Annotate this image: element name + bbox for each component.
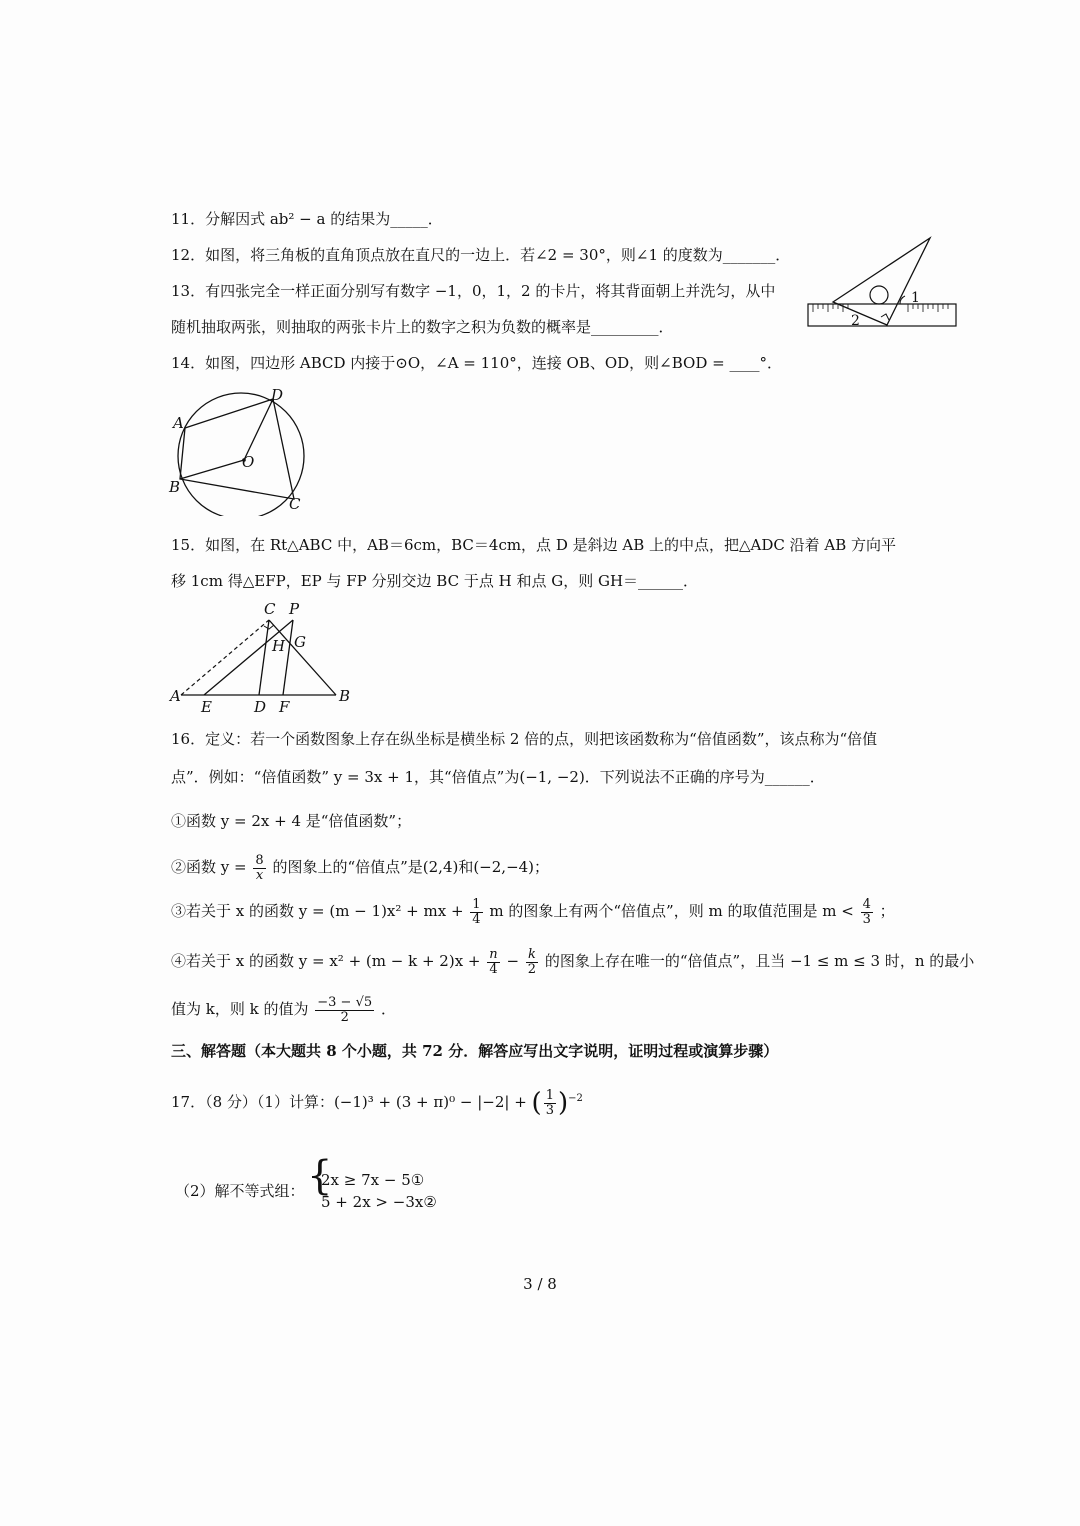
question-15-line2: 移 1cm 得△EFP，EP 与 FP 分别交边 BC 于点 H 和点 G，则 GH＝______． (171, 572, 699, 590)
set-square-hole (870, 286, 888, 304)
label-B: B (169, 478, 181, 496)
question-16-statement-4-cont: 值为 k，则 k 的值为 $\frac{-3 - √5}{2}$ ． (171, 994, 396, 1025)
segment-cd (259, 620, 269, 695)
quadrilateral-abcd (180, 399, 294, 499)
fraction-k-over-2: $\frac{k}{2}$ (527, 946, 537, 977)
fraction-1-over-3: $\frac{1}{3}$ (545, 1087, 554, 1118)
brace: { (307, 1153, 333, 1199)
page-number: 3 / 8 (523, 1275, 557, 1293)
label-P: P (289, 600, 300, 618)
question-16-line1: 16．定义：若一个函数图象上存在纵坐标是横坐标 2 倍的点，则把该函数称为“倍值函数”，该点称为“倍值 (171, 730, 878, 748)
question-13-line1: 13．有四张完全一样正面分别写有数字 −1，0，1，2 的卡片，将其背面朝上并洗匀，从中 (171, 282, 776, 300)
label-A: A (173, 414, 184, 432)
question-11: 11．分解因式 ab² − a 的结果为_____． (171, 210, 443, 228)
fraction-8-over-x: $\frac{8}{x}$ (255, 852, 264, 883)
fraction-1-over-4: $\frac{1}{4}$ (472, 896, 481, 927)
inequality-2: 5 + 2x > −3x② (321, 1193, 437, 1211)
label-D: D (254, 698, 267, 716)
question-16-statement-3: ③若关于 x 的函数 y = (m − 1)x² + mx + $\frac{1}{4}$ m 的图象上有两个“倍值点”，则 m 的取值范围是 m < $\frac{4}{3}$ ； (171, 896, 895, 927)
label-H: H (272, 637, 286, 655)
label-F: F (279, 698, 290, 716)
label-D: D (271, 386, 284, 404)
label-E: E (201, 698, 212, 716)
label-B: B (339, 687, 351, 705)
fraction-n-over-4: $\frac{n}{4}$ (489, 946, 498, 977)
right-angle-c (264, 625, 274, 629)
label-C: C (289, 495, 301, 513)
question-16-statement-4: ④若关于 x 的函数 y = x² + (m − k + 2)x + $\frac{n}{4}$ − $\frac{k}{2}$ 的图象上存在唯一的“倍值点”，且当 −1 ≤ m ≤ 3 时，n 的最小 (171, 946, 975, 977)
question-16-line2: 点”．例如：“倍值函数” y = 3x + 1，其“倍值点”为(−1, −2)．下列说法不正确的序号为______． (171, 768, 825, 786)
segment-ep (204, 620, 293, 695)
label-O: O (242, 453, 255, 471)
inequality-1: 2x ≥ 7x − 5① (321, 1171, 425, 1189)
question-12: 12．如图，将三角板的直角顶点放在直尺的一边上．若∠2 = 30°，则∠1 的度数为_______． (171, 246, 791, 264)
question-16-statement-1: ①函数 y = 2x + 4 是“倍值函数”； (171, 812, 412, 830)
fraction-answer: $\frac{-3 - √5}{2}$ (317, 994, 373, 1025)
ruler-triangle-figure (805, 232, 960, 330)
segment-pf (283, 620, 293, 695)
label-A: A (170, 687, 181, 705)
question-14: 14．如图，四边形 ABCD 内接于⊙O，∠A = 110°，连接 OB、OD，则∠BOD = ____°． (171, 354, 782, 372)
question-15-line1: 15．如图，在 Rt△ABC 中，AB＝6cm，BC＝4cm，点 D 是斜边 AB 上的中点，把△ADC 沿着 AB 方向平 (171, 536, 897, 554)
set-square (833, 238, 930, 325)
segment-ob (180, 460, 244, 479)
segment-ac-dashed (181, 620, 269, 695)
segment-od (244, 399, 273, 460)
circle-quadrilateral-figure (168, 386, 313, 516)
ruler-ticks (813, 304, 948, 312)
fraction-4-over-3: $\frac{4}{3}$ (862, 896, 871, 927)
section-3-heading: 三、解答题（本大题共 8 个小题，共 72 分．解答应写出文字说明，证明过程或演算步骤） (171, 1042, 779, 1060)
angle-2-label: 2 (851, 313, 860, 329)
label-G: G (294, 633, 306, 651)
label-C: C (264, 600, 276, 618)
triangle-translation-figure (168, 598, 358, 716)
question-17-part1: 17．（8 分）（1）计算：(−1)³ + (3 + π)⁰ − |−2| + ( $\frac{1}{3}$ )$^{-2}$ (171, 1087, 583, 1118)
right-angle-mark (881, 314, 889, 320)
question-16-statement-2: ②函数 y = $\frac{8}{x}$ 的图象上的“倍值点”是(2,4)和(−2,−4)； (171, 852, 550, 883)
question-13-line2: 随机抽取两张，则抽取的两张卡片上的数字之积为负数的概率是_________． (171, 318, 674, 336)
angle-1-label: 1 (911, 290, 920, 306)
